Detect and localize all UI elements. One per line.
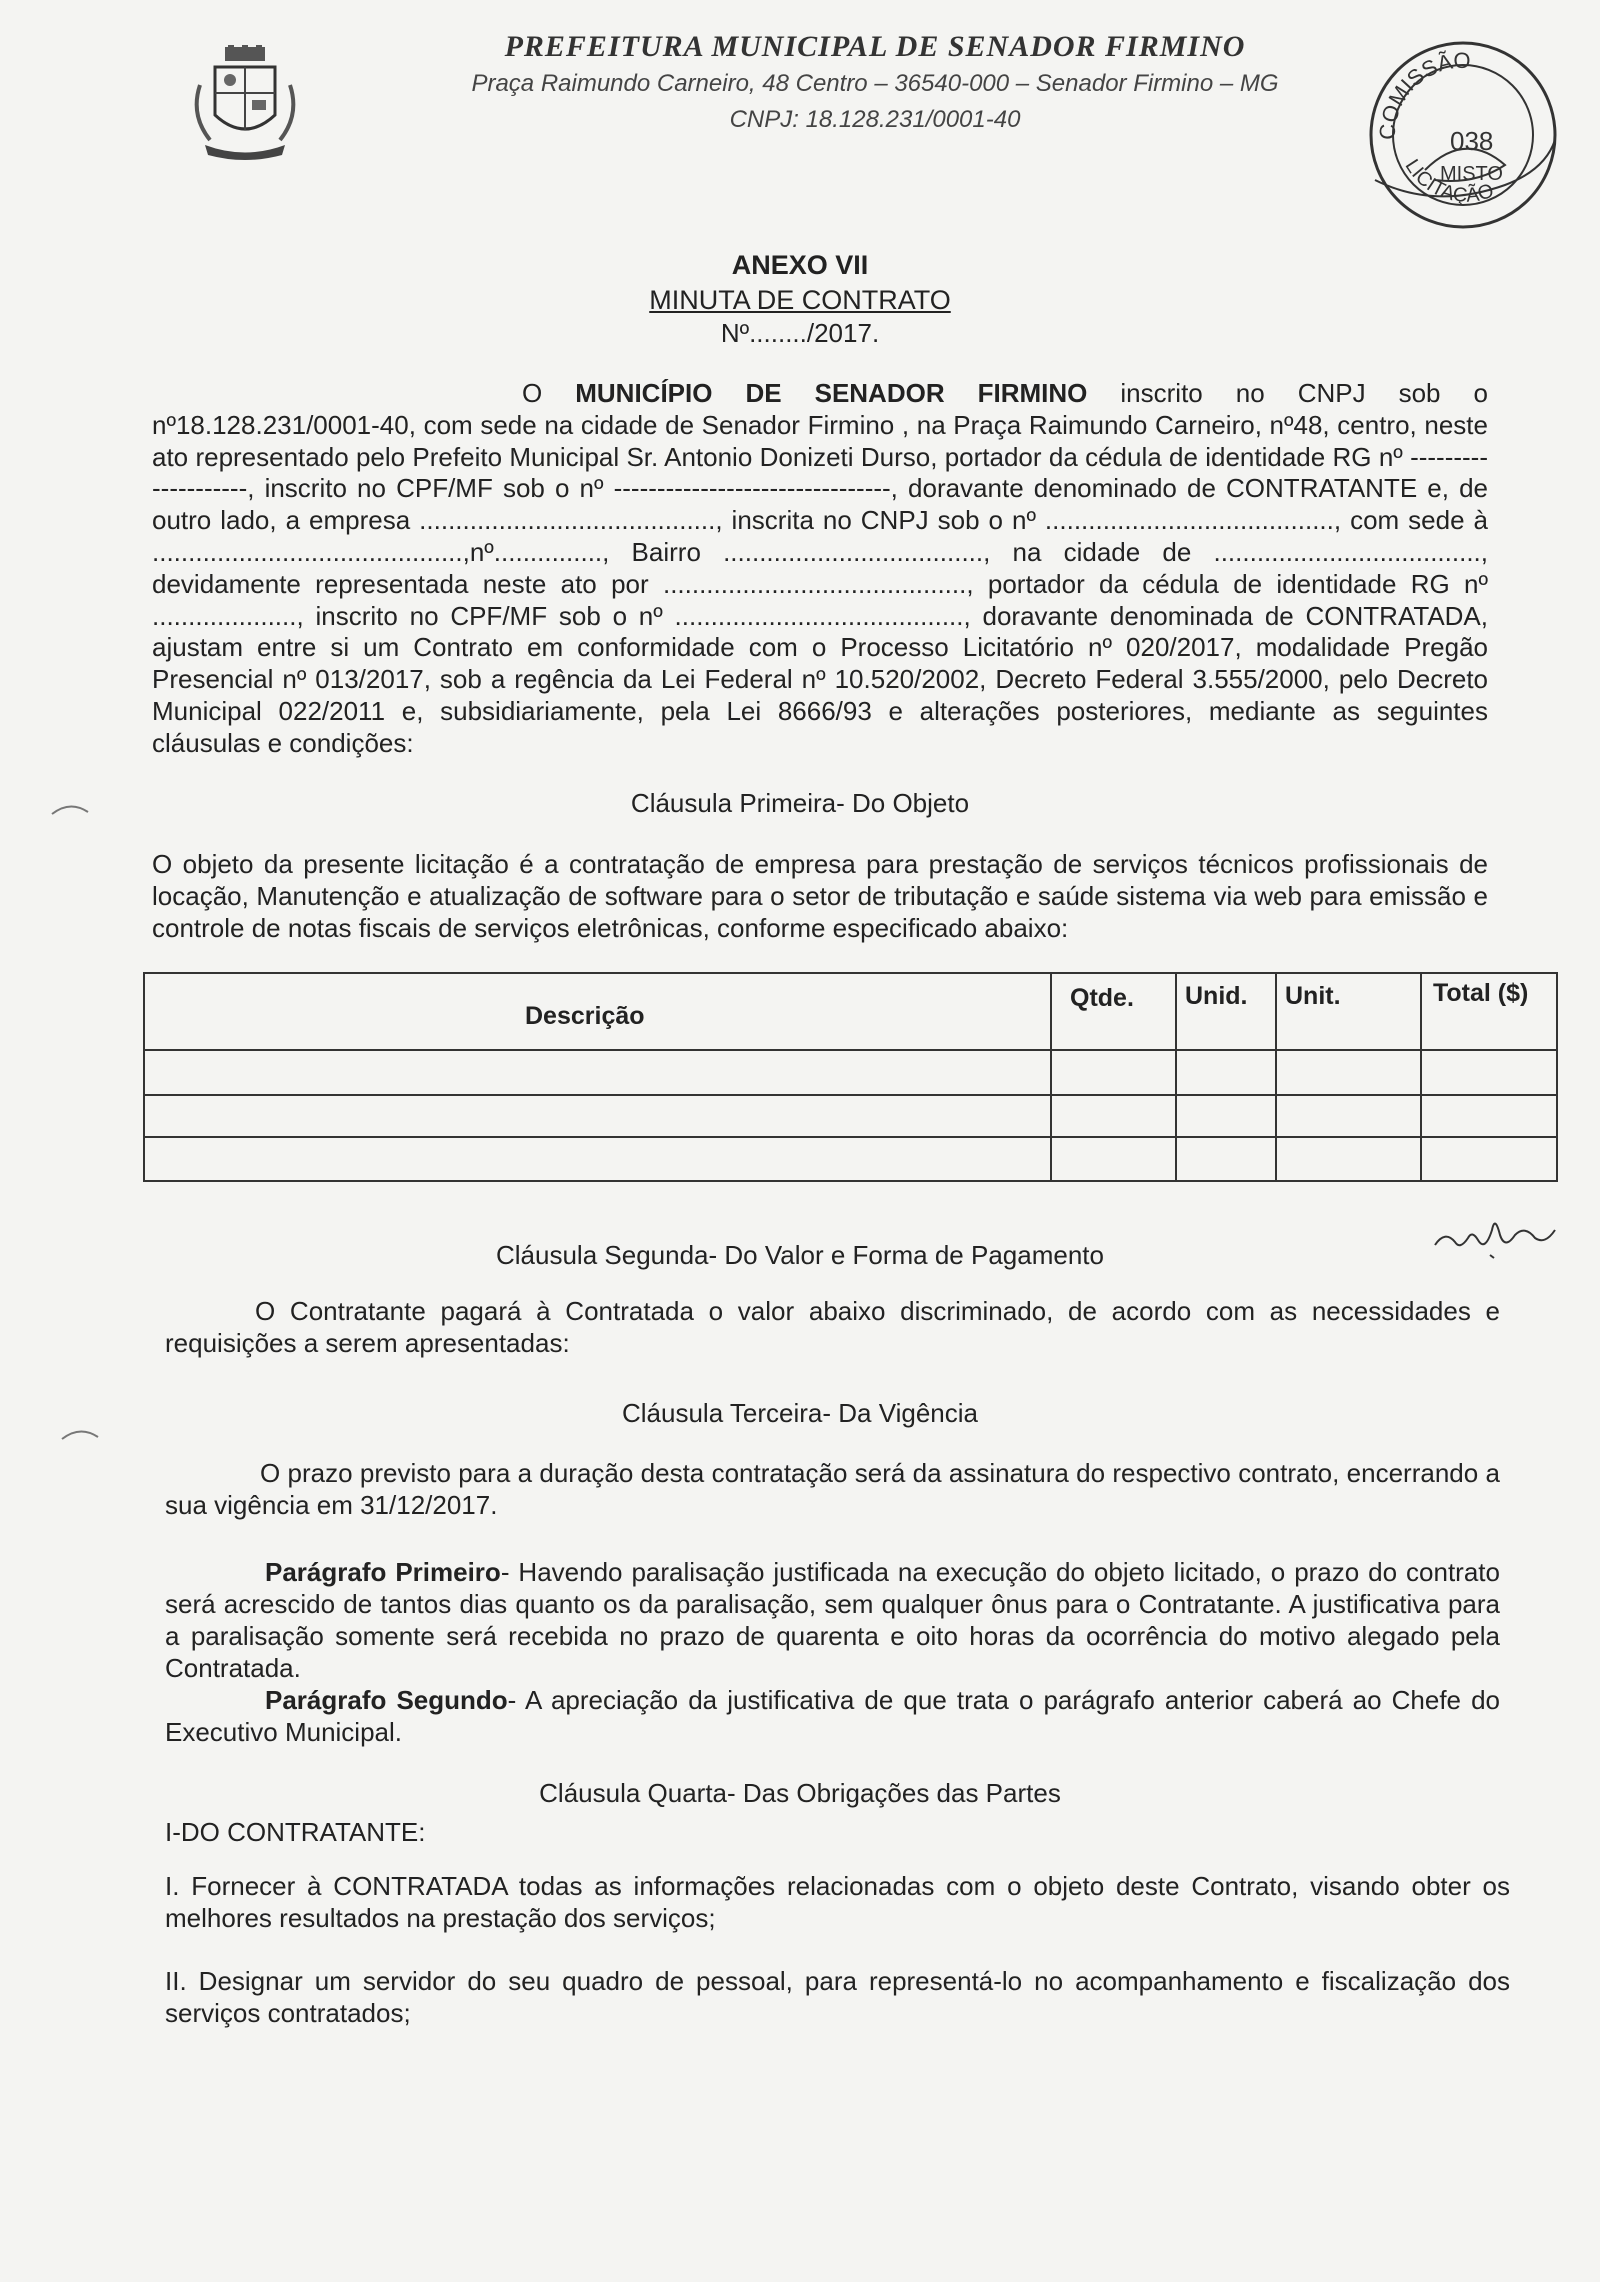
margin-mark: [50, 800, 90, 816]
contract-draft-title: MINUTA DE CONTRATO: [649, 285, 951, 315]
stamp-top-text: COMISSÃO: [1374, 47, 1471, 141]
commission-stamp: [1355, 30, 1570, 245]
table-header-description: Descrição: [525, 1002, 645, 1030]
stamp-bottom-text: LICITAÇÃO: [1400, 155, 1497, 207]
obligation-item-1: I. Fornecer à CONTRATADA todas as informações relacionadas com o objeto deste Contrato, visando obter os melhores resultados na prestação dos serviços;: [165, 1871, 1510, 1933]
header-cnpj: CNPJ: 18.128.231/0001-40: [729, 106, 1021, 133]
intro-lead: O: [522, 378, 576, 408]
intro-paragraph: [152, 378, 1488, 760]
clause4-subheading: I-DO CONTRATANTE:: [165, 1817, 426, 1847]
stamp-middle-text: MISTO: [1440, 163, 1503, 185]
paragraph-second: [165, 1684, 1500, 1748]
intro-rest: inscrito no CNPJ sob o nº18.128.231/0001-40, com sede na cidade de Senador Firmino , na Praça Raimundo Carneiro, nº48, centro, neste ato representado pelo Prefeito Municipal Sr. Antonio Donizeti Durso, portador da cédula de identidade RG nº --------------------, inscrito no CPF/MF sob o nº --------------------------------, doravante denominado de CONTRATANTE e, de outro lado, a empresa ........................................., inscrita no CNPJ sob o nº ........................................, com sede à ...........................................,nº..............., Bairro ...................................., na cidade de ....................................., devidamente representada neste ato por .........................................., portador da cédula de identidade RG nº ...................., inscrito no CPF/MF sob o nº ........................................, doravante denominada de CONTRATADA, ajustam entre si um Contrato em conformidade com o Processo Licitatório nº 020/2017, modalidade Pregão Presencial nº 013/2017, sob a regência da Lei Federal nº 10.520/2002, Decreto Federal 3.555/2000, pelo Decreto Municipal 022/2011 e, subsidiariamente, pela Lei 8666/93 e alterações posteriores, mediante as seguintes cláusulas e condições:: [152, 378, 1488, 758]
header-address: Praça Raimundo Carneiro, 48 Centro – 36540-000 – Senador Firmino – MG: [471, 70, 1279, 97]
paragraph-second-text: - A apreciação da justificativa de que trata o parágrafo anterior caberá ao Chefe do Executivo Municipal.: [165, 1685, 1500, 1747]
obligation-item-2: II. Designar um servidor do seu quadro de pessoal, para representá-lo no acompanhamento e fiscalização dos serviços contratados;: [165, 1966, 1510, 2028]
clause3-heading: Cláusula Terceira- Da Vigência: [621, 1398, 978, 1428]
table-header-total: Total ($): [1433, 979, 1529, 1007]
clause1-heading: Cláusula Primeira- Do Objeto: [630, 788, 970, 818]
annex-title: ANEXO VII: [731, 250, 869, 280]
clause1-text: O objeto da presente licitação é a contratação de empresa para prestação de serviços técnicos profissionais de locação, Manutenção e atualização de software para o setor de tributação e saúde sistema via web para emissão e controle de notas fiscais de serviços eletrônicas, conforme especificado abaixo:: [152, 849, 1488, 943]
stamp-number: 038: [1450, 126, 1494, 156]
table-header-unit: Unid.: [1185, 982, 1248, 1010]
table-header-unit-price: Unit.: [1285, 982, 1341, 1010]
items-table: [143, 972, 1558, 1182]
clause3-text: O prazo previsto para a duração desta contratação será da assinatura do respectivo contrato, encerrando a sua vigência em 31/12/2017.: [165, 1458, 1500, 1520]
margin-mark: [60, 1425, 100, 1441]
header-title: PREFEITURA MUNICIPAL DE SENADOR FIRMINO: [504, 30, 1246, 63]
clause2-text: O Contratante pagará à Contratada o valor abaixo discriminado, de acordo com as necessidades e requisições a serem apresentadas:: [165, 1296, 1500, 1358]
paragraph-first: [165, 1556, 1500, 1684]
clause2-heading: Cláusula Segunda- Do Valor e Forma de Pagamento: [496, 1240, 1104, 1270]
coat-of-arms-icon: [190, 45, 300, 165]
table-header-qty: Qtde.: [1070, 984, 1134, 1012]
intro-bold: MUNICÍPIO DE SENADOR FIRMINO: [575, 378, 1088, 408]
paragraph-first-text: - Havendo paralisação justificada na execução do objeto licitado, o prazo do contrato será acrescido de tantos dias quanto os da paralisação, sem qualquer ônus para o Contratante. A justificativa para a paralisação somente será recebida no prazo de quarenta e oito horas da ocorrência do motivo alegado pela Contratada.: [165, 1557, 1500, 1683]
clause4-heading: Cláusula Quarta- Das Obrigações das Partes: [539, 1778, 1061, 1808]
contract-number: Nº......../2017.: [720, 318, 880, 348]
paragraph-first-label: Parágrafo Primeiro: [265, 1557, 501, 1587]
paragraph-second-label: Parágrafo Segundo: [265, 1685, 508, 1715]
